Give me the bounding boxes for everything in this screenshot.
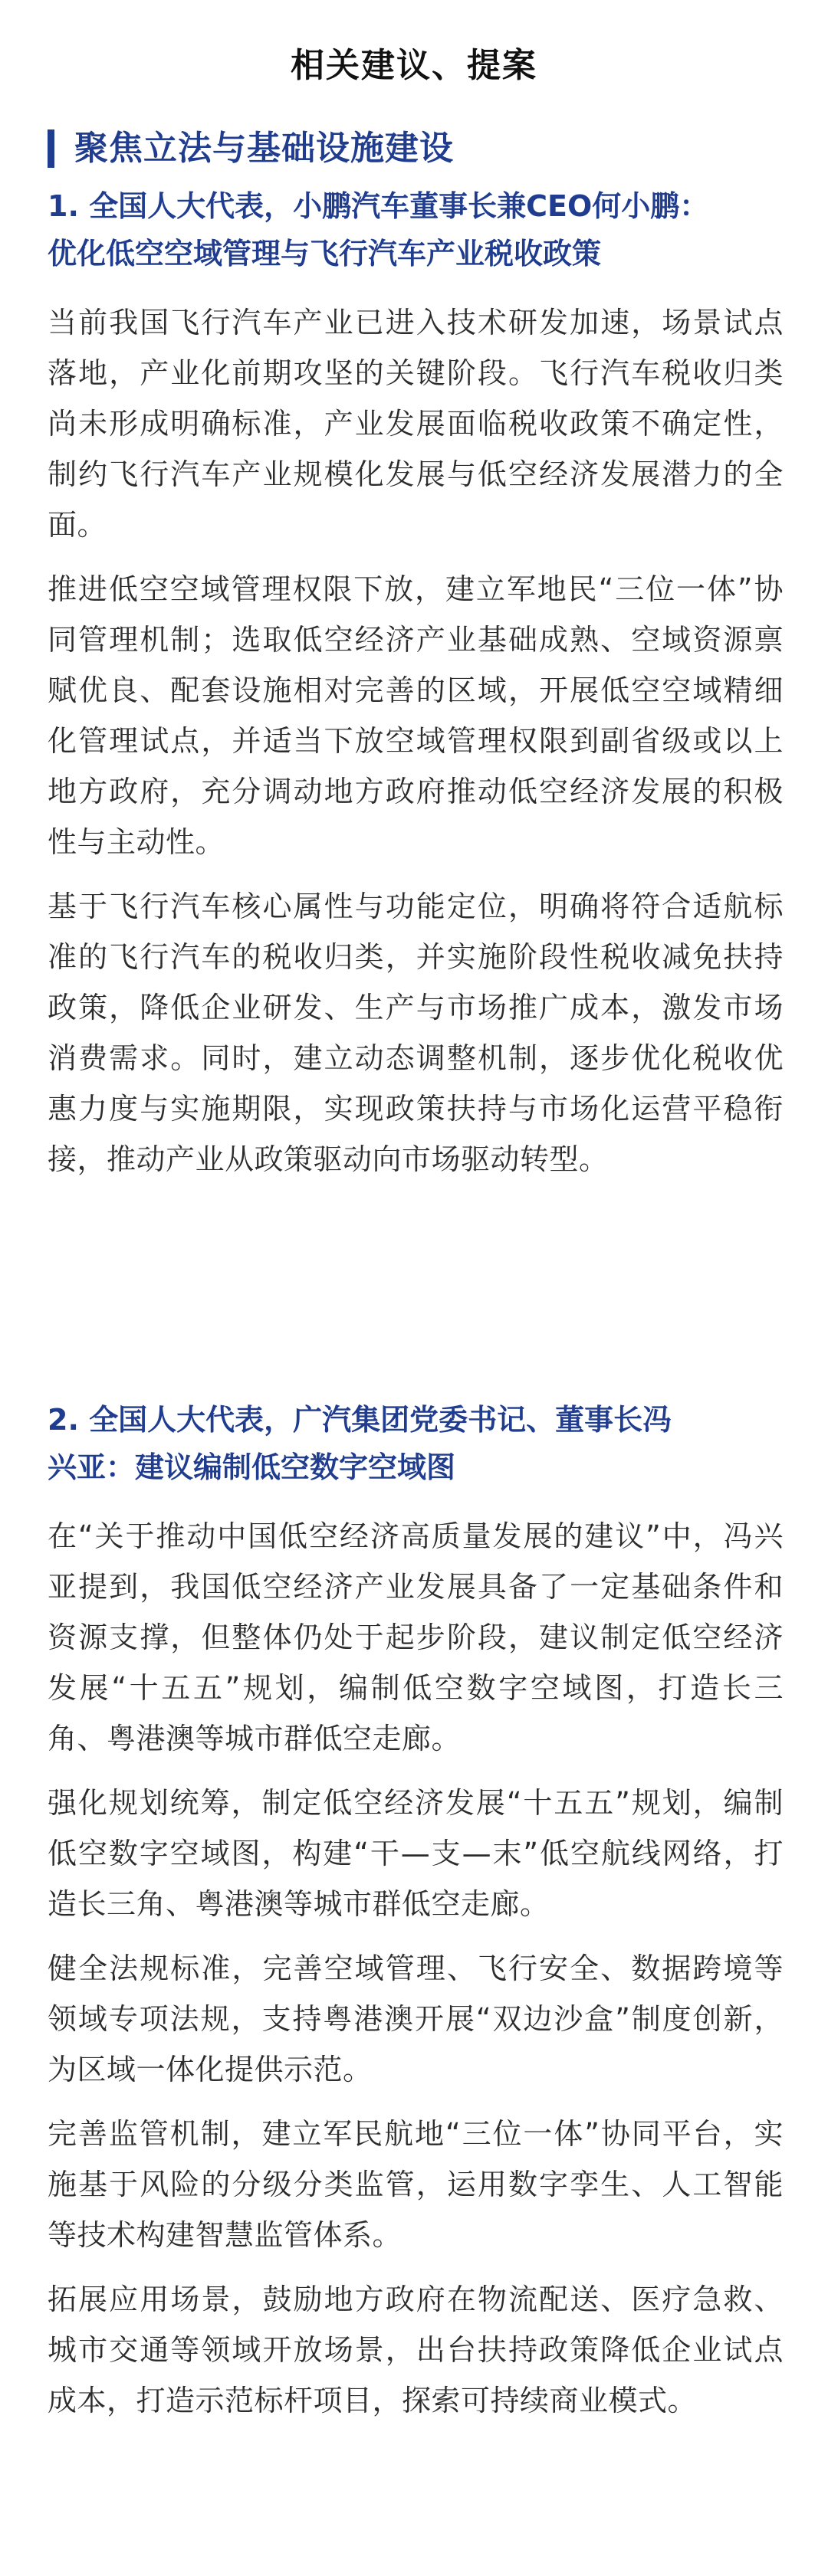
item-2-paragraph-1: 在“关于推动中国低空经济高质量发展的建议”中，冯兴亚提到，我国低空经济产业发展具备了一定基础条件和资源支撑，但整体仍处于起步阶段，建议制定低空经济发展“十五五”规划，编制低空数字空域图，打造长三角、粤港澳等城市群低空走廊。 [48, 1519, 784, 1755]
item-1-heading-line2: 优化低空空域管理与飞行汽车产业税收政策 [48, 237, 602, 270]
item-1-heading [48, 182, 784, 277]
section-accent-bar [48, 129, 54, 168]
page-title: 相关建议、提案 [291, 46, 537, 85]
section-header [48, 127, 454, 170]
item-1-paragraph-2: 推进低空空域管理权限下放，建立军地民“三位一体”协同管理机制；选取低空经济产业基础成熟、空域资源禀赋优良、配套设施相对完善的区域，开展低空空域精细化管理试点，并适当下放空域管理权限到副省级或以上地方政府，充分调动地方政府推动低空经济发展的积极性与主动性。 [48, 572, 784, 859]
item-2-paragraph-3: 健全法规标准，完善空域管理、飞行安全、数据跨境等领域专项法规，支持粤港澳开展“双边沙盒”制度创新，为区域一体化提供示范。 [48, 1952, 784, 2086]
item-2-heading-line2: 兴亚：建议编制低空数字空域图 [48, 1450, 456, 1484]
item-1-heading-line1: 1. 全国人大代表，小鹏汽车董事长兼CEO何小鹏： [48, 189, 709, 223]
item-2-paragraph-4: 完善监管机制，建立军民航地“三位一体”协同平台，实施基于风险的分级分类监管，运用数字孪生、人工智能等技术构建智慧监管体系。 [48, 2117, 784, 2252]
item-2-paragraph-5: 拓展应用场景，鼓励地方政府在物流配送、医疗急救、城市交通等领域开放场景，出台扶持政策降低企业试点成本，打造示范标杆项目，探索可持续商业模式。 [48, 2283, 784, 2417]
item-2-paragraph-2: 强化规划统筹，制定低空经济发展“十五五”规划，编制低空数字空域图，构建“干—支—末”低空航线网络，打造长三角、粤港澳等城市群低空走廊。 [48, 1786, 784, 1921]
item-1-paragraph-1: 当前我国飞行汽车产业已进入技术研发加速，场景试点落地，产业化前期攻坚的关键阶段。飞行汽车税收归类尚未形成明确标准，产业发展面临税收政策不确定性，制约飞行汽车产业规模化发展与低空经济发展潜力的全面。 [48, 306, 784, 542]
section-title: 聚焦立法与基础设施建设 [74, 129, 454, 168]
item-2-heading [48, 1396, 784, 1491]
item-2-body [48, 1511, 784, 2440]
item-1-body [48, 297, 784, 1198]
item-2-heading-line1: 2. 全国人大代表，广汽集团党委书记、董事长冯 [48, 1403, 672, 1437]
item-1-paragraph-3: 基于飞行汽车核心属性与功能定位，明确将符合适航标准的飞行汽车的税收归类，并实施阶段性税收减免扶持政策，降低企业研发、生产与市场推广成本，激发市场消费需求。同时，建立动态调整机制，逐步优化税收优惠力度与实施期限，实现政策扶持与市场化运营平稳衔接，推动产业从政策驱动向市场驱动转型。 [48, 890, 784, 1176]
